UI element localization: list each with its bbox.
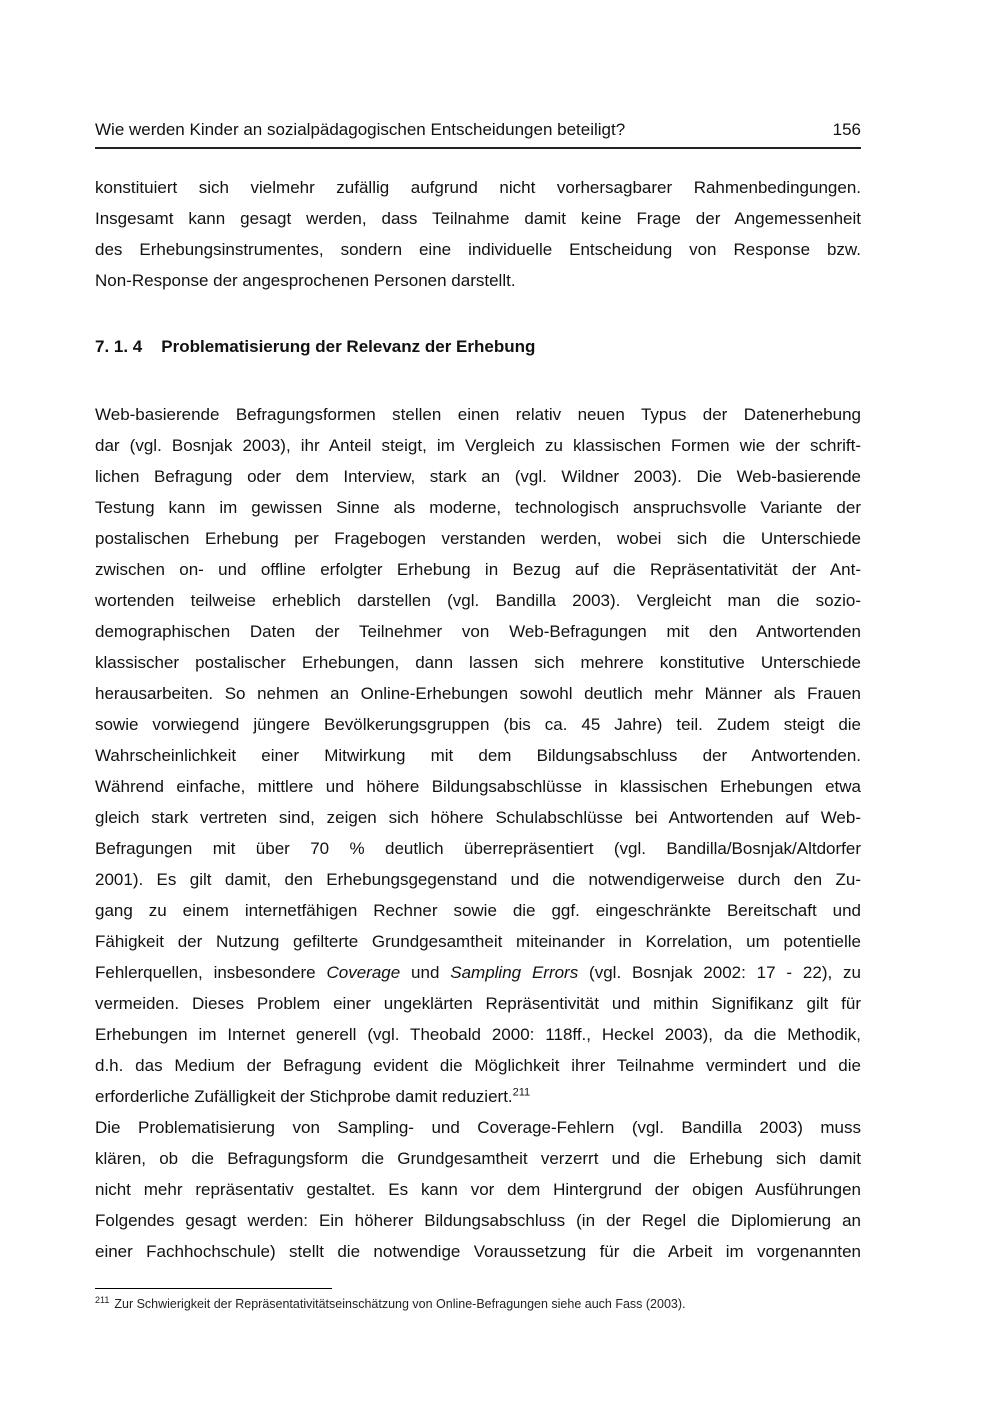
text-line [95,709,861,740]
text-segment: konstituiert sich vielmehr zufällig aufgrund nicht vorhersagbarer Rahmenbedingungen. [95,178,861,197]
text-line [95,957,861,988]
emphasized-text: Coverage [326,963,401,982]
text-line [95,926,861,957]
text-line [95,1112,861,1143]
text-segment: Wahrscheinlichkeit einer Mitwirkung mit dem Bildungsabschluss der Antwortenden. [95,746,861,765]
text-segment: lichen Befragung oder dem Interview, stark an (vgl. Wildner 2003). Die Web-basierende [95,467,861,486]
text-segment: zwischen on- und offline erfolgter Erhebung in Bezug auf die Repräsentativität der Ant- [95,560,861,579]
text-line [95,461,861,492]
text-segment: Befragungen mit über 70 % deutlich überrepräsentiert (vgl. Bandilla/Bosnjak/Altdorfer [95,839,861,858]
text-segment: klären, ob die Befragungsform die Grundgesamtheit verzerrt und die Erhebung sich damit [95,1149,861,1168]
text-segment: einer Fachhochschule) stellt die notwendige Voraussetzung für die Arbeit im vorgenannten [95,1242,861,1261]
text-line [95,554,861,585]
text-segment: Non-Response der angesprochenen Personen darstellt. [95,271,516,290]
text-segment: Folgendes gesagt werden: Ein höherer Bildungsabschluss (in der Regel die Diplomierung an [95,1211,861,1230]
footnote-separator [95,1288,332,1289]
text-line [95,399,861,430]
text-segment: Fähigkeit der Nutzung gefilterte Grundgesamtheit miteinander in Korrelation, um potentielle [95,932,861,951]
text-segment: (vgl. Bosnjak 2002: 17 - 22), zu [578,963,861,982]
text-segment: erforderliche Zufälligkeit der Stichprobe damit reduziert. [95,1087,513,1106]
text-line [95,234,861,265]
footnote-text: Zur Schwierigkeit der Repräsentativitätseinschätzung von Online-Befragungen siehe auch Fass (2003). [114,1297,686,1311]
footnote [95,1296,861,1312]
footnote-reference: 211 [512,1086,531,1099]
text-segment: Erhebungen im Internet generell (vgl. Theobald 2000: 118ff., Heckel 2003), da die Methodik, [95,1025,861,1044]
text-segment: Testung kann im gewissen Sinne als moderne, technologisch anspruchsvolle Variante der [95,498,861,517]
text-line [95,585,861,616]
text-line [95,430,861,461]
text-line [95,802,861,833]
section-title: Problematisierung der Relevanz der Erhebung [161,337,536,356]
text-segment: und [400,963,451,982]
text-segment: gleich stark vertreten sind, zeigen sich höhere Schulabschlüsse bei Antwortenden auf Web- [95,808,861,827]
text-line [95,492,861,523]
text-segment: Während einfache, mittlere und höhere Bildungsabschlüsse in klassischen Erhebungen etwa [95,777,861,796]
text-segment: nicht mehr repräsentativ gestaltet. Es kann vor dem Hintergrund der obigen Ausführungen [95,1180,861,1199]
paragraph-intro [95,172,861,296]
text-segment: klassischer postalischer Erhebungen, dann lassen sich mehrere konstitutive Unterschiede [95,653,861,672]
text-segment: gang zu einem internetfähigen Rechner sowie die ggf. eingeschränkte Bereitschaft und [95,901,861,920]
text-line [95,740,861,771]
text-line [95,864,861,895]
text-segment: 2001). Es gilt damit, den Erhebungsgegenstand und die notwendigerweise durch den Zu- [95,870,861,889]
text-segment: sowie vorwiegend jüngere Bevölkerungsgruppen (bis ca. 45 Jahre) teil. Zudem steigt die [95,715,861,734]
text-line [95,616,861,647]
emphasized-text: Sampling Errors [450,963,579,982]
content [95,149,861,1267]
text-line [95,203,861,234]
text-segment: Fehlerquellen, insbesondere [95,963,327,982]
section-number: 7. 1. 4 [95,337,143,356]
text-line [95,1205,861,1236]
document-page [95,0,861,1267]
text-segment: herausarbeiten. So nehmen an Online-Erhebungen sowohl deutlich mehr Männer als Frauen [95,684,861,703]
text-line [95,647,861,678]
footnote-marker: 211 [95,1294,110,1305]
text-segment: d.h. das Medium der Befragung evident die Möglichkeit ihrer Teilnahme vermindert und die [95,1056,861,1075]
text-line [95,988,861,1019]
footnote-area [95,1288,861,1312]
section-heading [95,331,861,362]
text-segment: postalischen Erhebung per Fragebogen verstanden werden, wobei sich die Unterschiede [95,529,861,548]
text-line [95,1019,861,1050]
text-segment: dar (vgl. Bosnjak 2003), ihr Anteil steigt, im Vergleich zu klassischen Formen wie der schrift- [95,436,861,455]
text-segment: Web-basierende Befragungsformen stellen einen relativ neuen Typus der Datenerhebung [95,405,861,424]
paragraph-web-befragungen [95,399,861,1112]
text-segment: Die Problematisierung von Sampling- und Coverage-Fehlern (vgl. Bandilla 2003) muss [95,1118,861,1137]
text-line [95,678,861,709]
text-line [95,172,861,203]
text-line [95,895,861,926]
running-title: Wie werden Kinder an sozialpädagogischen Entscheidungen beteiligt? [95,120,626,139]
page-number: 156 [832,120,861,139]
text-line [95,771,861,802]
text-segment: vermeiden. Dieses Problem einer ungeklärten Repräsentivität und mithin Signifikanz gilt für [95,994,861,1013]
text-line [95,1081,861,1112]
text-line [95,1050,861,1081]
text-line [95,1143,861,1174]
text-segment: demographischen Daten der Teilnehmer von Web-Befragungen mit den Antwortenden [95,622,861,641]
text-line [95,265,861,296]
text-line [95,523,861,554]
text-segment: wortenden teilweise erheblich darstellen (vgl. Bandilla 2003). Vergleicht man die sozio- [95,591,861,610]
page-header [95,120,861,149]
text-line [95,833,861,864]
paragraph-problematisierung [95,1112,861,1267]
text-line [95,1236,861,1267]
text-line [95,1174,861,1205]
text-segment: Insgesamt kann gesagt werden, dass Teilnahme damit keine Frage der Angemessenheit [95,209,861,228]
text-segment: des Erhebungsinstrumentes, sondern eine individuelle Entscheidung von Response bzw. [95,240,861,259]
